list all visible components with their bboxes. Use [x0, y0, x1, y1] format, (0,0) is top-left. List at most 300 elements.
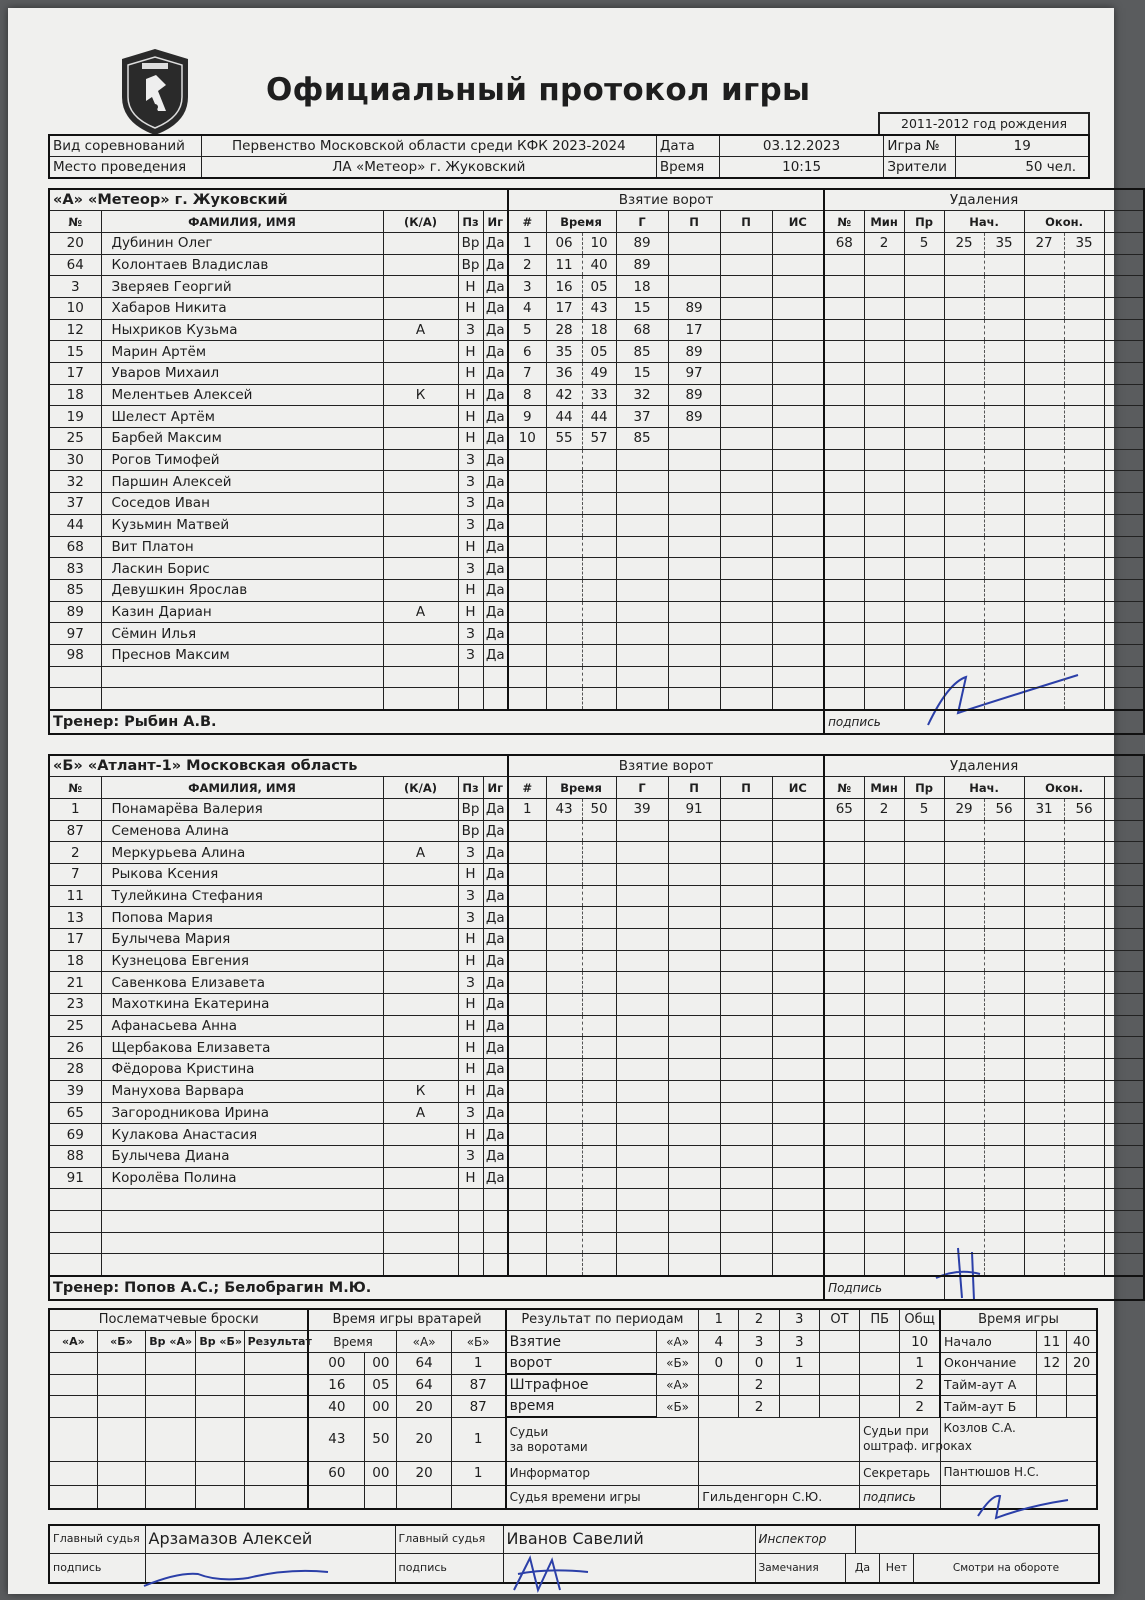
penalty-end-sec [1064, 885, 1104, 907]
team_b-row [49, 1254, 1144, 1276]
team_a-row [49, 623, 1144, 645]
goal-number [508, 1145, 546, 1167]
player-number: 7 [49, 863, 101, 885]
penalty-start-min [944, 384, 984, 406]
team_a-row [49, 666, 1144, 688]
penalty-player [824, 863, 864, 885]
player-position: Н [458, 363, 483, 385]
player-role [383, 493, 458, 515]
team_b-row [49, 950, 1144, 972]
player-role [383, 1145, 458, 1167]
penalty-player [824, 536, 864, 558]
player-name: Загородникова Ирина [101, 1102, 383, 1124]
penalty-extra [1104, 384, 1144, 406]
goal-situation [772, 471, 824, 493]
penalty-start-sec: 35 [984, 232, 1024, 254]
goal-second: 18 [582, 319, 616, 341]
team_b-col-no: № [49, 777, 101, 799]
team_b-col-p2: П [720, 777, 772, 799]
player-played: Да [483, 232, 508, 254]
penalty-start-sec [984, 994, 1024, 1016]
goal-number [508, 449, 546, 471]
player-name: Кулакова Анастасия [101, 1124, 383, 1146]
goal-situation [772, 1124, 824, 1146]
goal-assist-1: 89 [668, 341, 720, 363]
team_a-row [49, 384, 1144, 406]
goalie-minute: 60 [308, 1461, 364, 1485]
goal-number: 8 [508, 384, 546, 406]
goal-assist-2 [720, 276, 772, 298]
goal-assist-2 [720, 384, 772, 406]
goal-situation [772, 885, 824, 907]
shootout-title: Послематчевые броски [49, 1309, 308, 1331]
goal-second [582, 1232, 616, 1254]
goal-number: 5 [508, 319, 546, 341]
period-col-4: ПБ [860, 1309, 900, 1331]
penalty-player [824, 276, 864, 298]
penalty-start-min [944, 885, 984, 907]
player-number: 1 [49, 798, 101, 820]
team_b-col-g: Г [616, 777, 668, 799]
penalty-extra [1104, 471, 1144, 493]
game-time-minute: 40 [1067, 1331, 1097, 1353]
penalty-end-sec [1064, 1254, 1104, 1276]
penalty-extra [1104, 449, 1144, 471]
team_a-col-p2: П [720, 211, 772, 233]
summary-table [48, 1308, 1098, 1510]
penalty-end-min [1024, 623, 1064, 645]
team_b-team-title: «Б» «Атлант-1» Московская область [49, 755, 508, 777]
chief-judge-2-sign-label: подпись [395, 1553, 503, 1583]
goal-second [582, 1059, 616, 1081]
penalty-start-min [944, 1210, 984, 1232]
goal-assist-1 [668, 1167, 720, 1189]
period-value: 2 [739, 1396, 779, 1418]
goal-situation [772, 254, 824, 276]
player-played: Да [483, 1059, 508, 1081]
penalty-minutes [864, 1015, 904, 1037]
team_a-sign-area [944, 710, 1144, 734]
penalty-minutes [864, 558, 904, 580]
player-name: Девушкин Ярослав [101, 579, 383, 601]
player-role [383, 449, 458, 471]
goalie-minute: 43 [308, 1417, 364, 1461]
player-name: Барбей Максим [101, 428, 383, 450]
spectators-label: Зрители [884, 157, 956, 179]
goal-scorer [616, 1102, 668, 1124]
team_b-col-end: Окон. [1024, 777, 1104, 799]
goal-minute [546, 820, 582, 842]
player-number: 21 [49, 972, 101, 994]
official-right-name: Козлов С.А. [940, 1417, 1097, 1461]
penalty-start-min [944, 623, 984, 645]
penalty-start-sec [984, 1102, 1024, 1124]
player-played: Да [483, 558, 508, 580]
goal-assist-2 [720, 428, 772, 450]
penalty-minutes [864, 863, 904, 885]
goal-assist-2 [720, 1015, 772, 1037]
team_b-sign-area [944, 1276, 1144, 1300]
goal-situation [772, 232, 824, 254]
penalty-start-sec [984, 929, 1024, 951]
penalty-minutes [864, 929, 904, 951]
period-value [819, 1331, 859, 1353]
penalty-reason [904, 1124, 944, 1146]
penalty-player [824, 601, 864, 623]
chief-judge-1-name: Арзамазов Алексей [145, 1525, 395, 1553]
goal-assist-1 [668, 863, 720, 885]
player-name: Марин Артём [101, 341, 383, 363]
player-role [383, 363, 458, 385]
penalty-player [824, 254, 864, 276]
goal-number [508, 644, 546, 666]
player-role [383, 254, 458, 276]
penalty-reason [904, 644, 944, 666]
penalty-extra [1104, 644, 1144, 666]
shootout-cell [146, 1417, 196, 1461]
penalty-start-min [944, 929, 984, 951]
player-number: 3 [49, 276, 101, 298]
penalty-end-sec [1064, 1210, 1104, 1232]
shootout-cell [49, 1461, 97, 1485]
goal-situation [772, 297, 824, 319]
goalie-a: 20 [397, 1396, 451, 1418]
goal-second [582, 820, 616, 842]
player-played: Да [483, 863, 508, 885]
goal-second: 57 [582, 428, 616, 450]
goalie-a: 64 [397, 1352, 451, 1374]
player-number: 89 [49, 601, 101, 623]
team_b-row [49, 1015, 1144, 1037]
player-name: Понамарёва Валерия [101, 798, 383, 820]
goal-assist-1: 89 [668, 384, 720, 406]
period-value [699, 1374, 739, 1396]
goal-scorer [616, 885, 668, 907]
player-name: Ныхриков Кузьма [101, 319, 383, 341]
penalty-start-min [944, 406, 984, 428]
penalty-end-min: 31 [1024, 798, 1064, 820]
penalty-player [824, 950, 864, 972]
penalty-player [824, 994, 864, 1016]
team_b-col-pen-no: № [824, 777, 864, 799]
goal-minute: 17 [546, 297, 582, 319]
goal-minute [546, 1015, 582, 1037]
player-position: Вр [458, 254, 483, 276]
player-role [383, 514, 458, 536]
goal-second [582, 514, 616, 536]
player-played: Да [483, 972, 508, 994]
goal-second: 05 [582, 276, 616, 298]
penalty-start-min [944, 1102, 984, 1124]
penalty-player [824, 319, 864, 341]
player-position: Н [458, 863, 483, 885]
goal-situation [772, 363, 824, 385]
goal-scorer [616, 579, 668, 601]
player-role [383, 666, 458, 688]
penalty-start-min [944, 1232, 984, 1254]
goal-assist-2 [720, 1059, 772, 1081]
player-name: Булычева Диана [101, 1145, 383, 1167]
goal-assist-2 [720, 1124, 772, 1146]
penalty-start-min [944, 1189, 984, 1211]
team_b-col-is: ИС [772, 777, 824, 799]
team_b-row [49, 1189, 1144, 1211]
player-position: З [458, 558, 483, 580]
penalty-end-sec [1064, 820, 1104, 842]
penalty-minutes [864, 363, 904, 385]
penalty-end-sec [1064, 907, 1104, 929]
player-role [383, 297, 458, 319]
period-row-team: «Б» [656, 1396, 698, 1418]
penalty-start-min [944, 688, 984, 710]
goal-assist-1 [668, 666, 720, 688]
shootout-cell [146, 1396, 196, 1418]
goal-situation [772, 994, 824, 1016]
player-number: 97 [49, 623, 101, 645]
shootout-cell [244, 1352, 308, 1374]
period-value: 1 [779, 1352, 819, 1374]
period-col-0: 1 [699, 1309, 739, 1331]
penalty-extra [1104, 1059, 1144, 1081]
goal-assist-1 [668, 842, 720, 864]
goal-second: 40 [582, 254, 616, 276]
goal-assist-1 [668, 820, 720, 842]
penalty-start-sec [984, 1254, 1024, 1276]
team_a-row [49, 341, 1144, 363]
penalty-player [824, 842, 864, 864]
goal-second [582, 972, 616, 994]
penalty-start-min [944, 994, 984, 1016]
goal-minute [546, 688, 582, 710]
goalie-second: 00 [365, 1461, 397, 1485]
player-played [483, 1210, 508, 1232]
penalty-player [824, 1254, 864, 1276]
goal-assist-1 [668, 601, 720, 623]
player-played: Да [483, 471, 508, 493]
player-number: 85 [49, 579, 101, 601]
period-row-label: ворот [506, 1352, 657, 1374]
player-number: 98 [49, 644, 101, 666]
penalty-player [824, 1102, 864, 1124]
player-name: Щербакова Елизавета [101, 1037, 383, 1059]
header-info-table [48, 134, 1090, 179]
penalty-extra [1104, 907, 1144, 929]
penalty-extra [1104, 319, 1144, 341]
goal-assist-1 [668, 994, 720, 1016]
team_a-row [49, 363, 1144, 385]
player-role [383, 1059, 458, 1081]
player-played: Да [483, 493, 508, 515]
penalty-extra [1104, 363, 1144, 385]
goal-second: 43 [582, 297, 616, 319]
penalty-start-sec [984, 341, 1024, 363]
period-value [779, 1374, 819, 1396]
goal-situation [772, 1080, 824, 1102]
goalie-col-time: Время [308, 1331, 396, 1353]
goal-situation [772, 623, 824, 645]
player-role [383, 950, 458, 972]
team_b-goals-header: Взятие ворот [508, 755, 824, 777]
remarks-table [756, 1554, 1099, 1582]
team_a-col-ig: Иг [483, 211, 508, 233]
penalty-extra [1104, 972, 1144, 994]
penalty-reason [904, 666, 944, 688]
goal-second [582, 1124, 616, 1146]
player-name: Шелест Артём [101, 406, 383, 428]
penalty-extra [1104, 276, 1144, 298]
goal-assist-1 [668, 929, 720, 951]
official-label-line-1: Судья времени игры [509, 1489, 641, 1504]
penalty-end-min [1024, 950, 1064, 972]
penalty-end-sec [1064, 666, 1104, 688]
player-name: Манухова Варвара [101, 1080, 383, 1102]
player-played [483, 1232, 508, 1254]
period-value: 4 [699, 1331, 739, 1353]
team_b-roster-table [48, 754, 1145, 1301]
goal-minute [546, 1189, 582, 1211]
penalty-end-min: 27 [1024, 232, 1064, 254]
player-position: Н [458, 1015, 483, 1037]
player-played: Да [483, 363, 508, 385]
penalty-end-sec [1064, 471, 1104, 493]
goal-minute [546, 907, 582, 929]
player-played: Да [483, 1102, 508, 1124]
goal-assist-1 [668, 536, 720, 558]
player-position: Вр [458, 798, 483, 820]
player-position: Н [458, 950, 483, 972]
penalty-start-min [944, 428, 984, 450]
goal-minute: 44 [546, 406, 582, 428]
penalty-reason [904, 297, 944, 319]
player-position: Н [458, 276, 483, 298]
player-played: Да [483, 842, 508, 864]
penalty-minutes [864, 1080, 904, 1102]
team_b-row [49, 1210, 1144, 1232]
team_a-col-name: ФАМИЛИЯ, ИМЯ [101, 211, 383, 233]
penalty-player [824, 1189, 864, 1211]
penalty-end-min [1024, 1059, 1064, 1081]
game-time-minute [1067, 1396, 1097, 1418]
team_a-row [49, 601, 1144, 623]
goal-assist-2 [720, 471, 772, 493]
goal-minute: 55 [546, 428, 582, 450]
period-col-1: 2 [739, 1309, 779, 1331]
penalty-reason [904, 623, 944, 645]
period-value [819, 1352, 859, 1374]
goal-assist-1 [668, 1124, 720, 1146]
period-row-label: Штрафное [506, 1374, 657, 1396]
penalty-extra [1104, 341, 1144, 363]
period-value [819, 1374, 859, 1396]
penalty-player [824, 406, 864, 428]
player-played: Да [483, 1145, 508, 1167]
penalty-minutes [864, 1124, 904, 1146]
player-played: Да [483, 428, 508, 450]
penalty-start-min [944, 514, 984, 536]
team_b-row [49, 994, 1144, 1016]
shootout-cell [97, 1485, 145, 1509]
goal-assist-2 [720, 1189, 772, 1211]
goal-situation [772, 276, 824, 298]
goal-assist-2 [720, 994, 772, 1016]
goal-number [508, 1254, 546, 1276]
penalty-reason [904, 863, 944, 885]
goalie-a [397, 1485, 451, 1509]
shootout-col-2: Вр «А» [146, 1331, 196, 1353]
player-number: 10 [49, 297, 101, 319]
penalty-minutes [864, 842, 904, 864]
goal-number [508, 820, 546, 842]
player-played: Да [483, 623, 508, 645]
period-value: 2 [739, 1374, 779, 1396]
shootout-cell [146, 1485, 196, 1509]
goalie-a: 20 [397, 1417, 451, 1461]
player-name: Савенкова Елизавета [101, 972, 383, 994]
player-position [458, 1189, 483, 1211]
goal-scorer [616, 1210, 668, 1232]
player-number: 37 [49, 493, 101, 515]
penalty-start-sec [984, 449, 1024, 471]
goal-situation [772, 666, 824, 688]
goal-minute [546, 1145, 582, 1167]
penalty-reason [904, 536, 944, 558]
goal-number [508, 1124, 546, 1146]
player-position: З [458, 885, 483, 907]
penalty-end-sec [1064, 972, 1104, 994]
period-value: 1 [900, 1352, 940, 1374]
penalty-player [824, 885, 864, 907]
goal-situation [772, 929, 824, 951]
goal-assist-2 [720, 297, 772, 319]
goal-situation [772, 493, 824, 515]
penalty-end-sec [1064, 1232, 1104, 1254]
shootout-cell [146, 1352, 196, 1374]
goal-scorer [616, 842, 668, 864]
goal-minute [546, 623, 582, 645]
penalty-start-sec [984, 1080, 1024, 1102]
goal-assist-1 [668, 232, 720, 254]
player-name: Кузьмин Матвей [101, 514, 383, 536]
goal-assist-2 [720, 558, 772, 580]
penalty-reason [904, 1102, 944, 1124]
player-role [383, 1189, 458, 1211]
player-name: Афанасьева Анна [101, 1015, 383, 1037]
goal-scorer: 85 [616, 428, 668, 450]
player-position: З [458, 514, 483, 536]
team_a-row [49, 471, 1144, 493]
player-name: Булычева Мария [101, 929, 383, 951]
player-role: А [383, 601, 458, 623]
player-position: З [458, 471, 483, 493]
goal-scorer [616, 1015, 668, 1037]
goalie-col-a: «А» [397, 1331, 451, 1353]
remarks-cell [755, 1553, 1099, 1583]
goal-scorer [616, 820, 668, 842]
goal-assist-2 [720, 863, 772, 885]
penalty-end-sec [1064, 601, 1104, 623]
penalty-end-sec [1064, 319, 1104, 341]
goalie-time-title: Время игры вратарей [308, 1309, 505, 1331]
penalty-minutes [864, 428, 904, 450]
penalty-start-min [944, 1059, 984, 1081]
goal-situation [772, 1232, 824, 1254]
goalie-second [365, 1485, 397, 1509]
penalty-end-sec [1064, 688, 1104, 710]
penalty-start-min [944, 276, 984, 298]
player-role [383, 579, 458, 601]
goal-second [582, 907, 616, 929]
team_b-col-hash: # [508, 777, 546, 799]
